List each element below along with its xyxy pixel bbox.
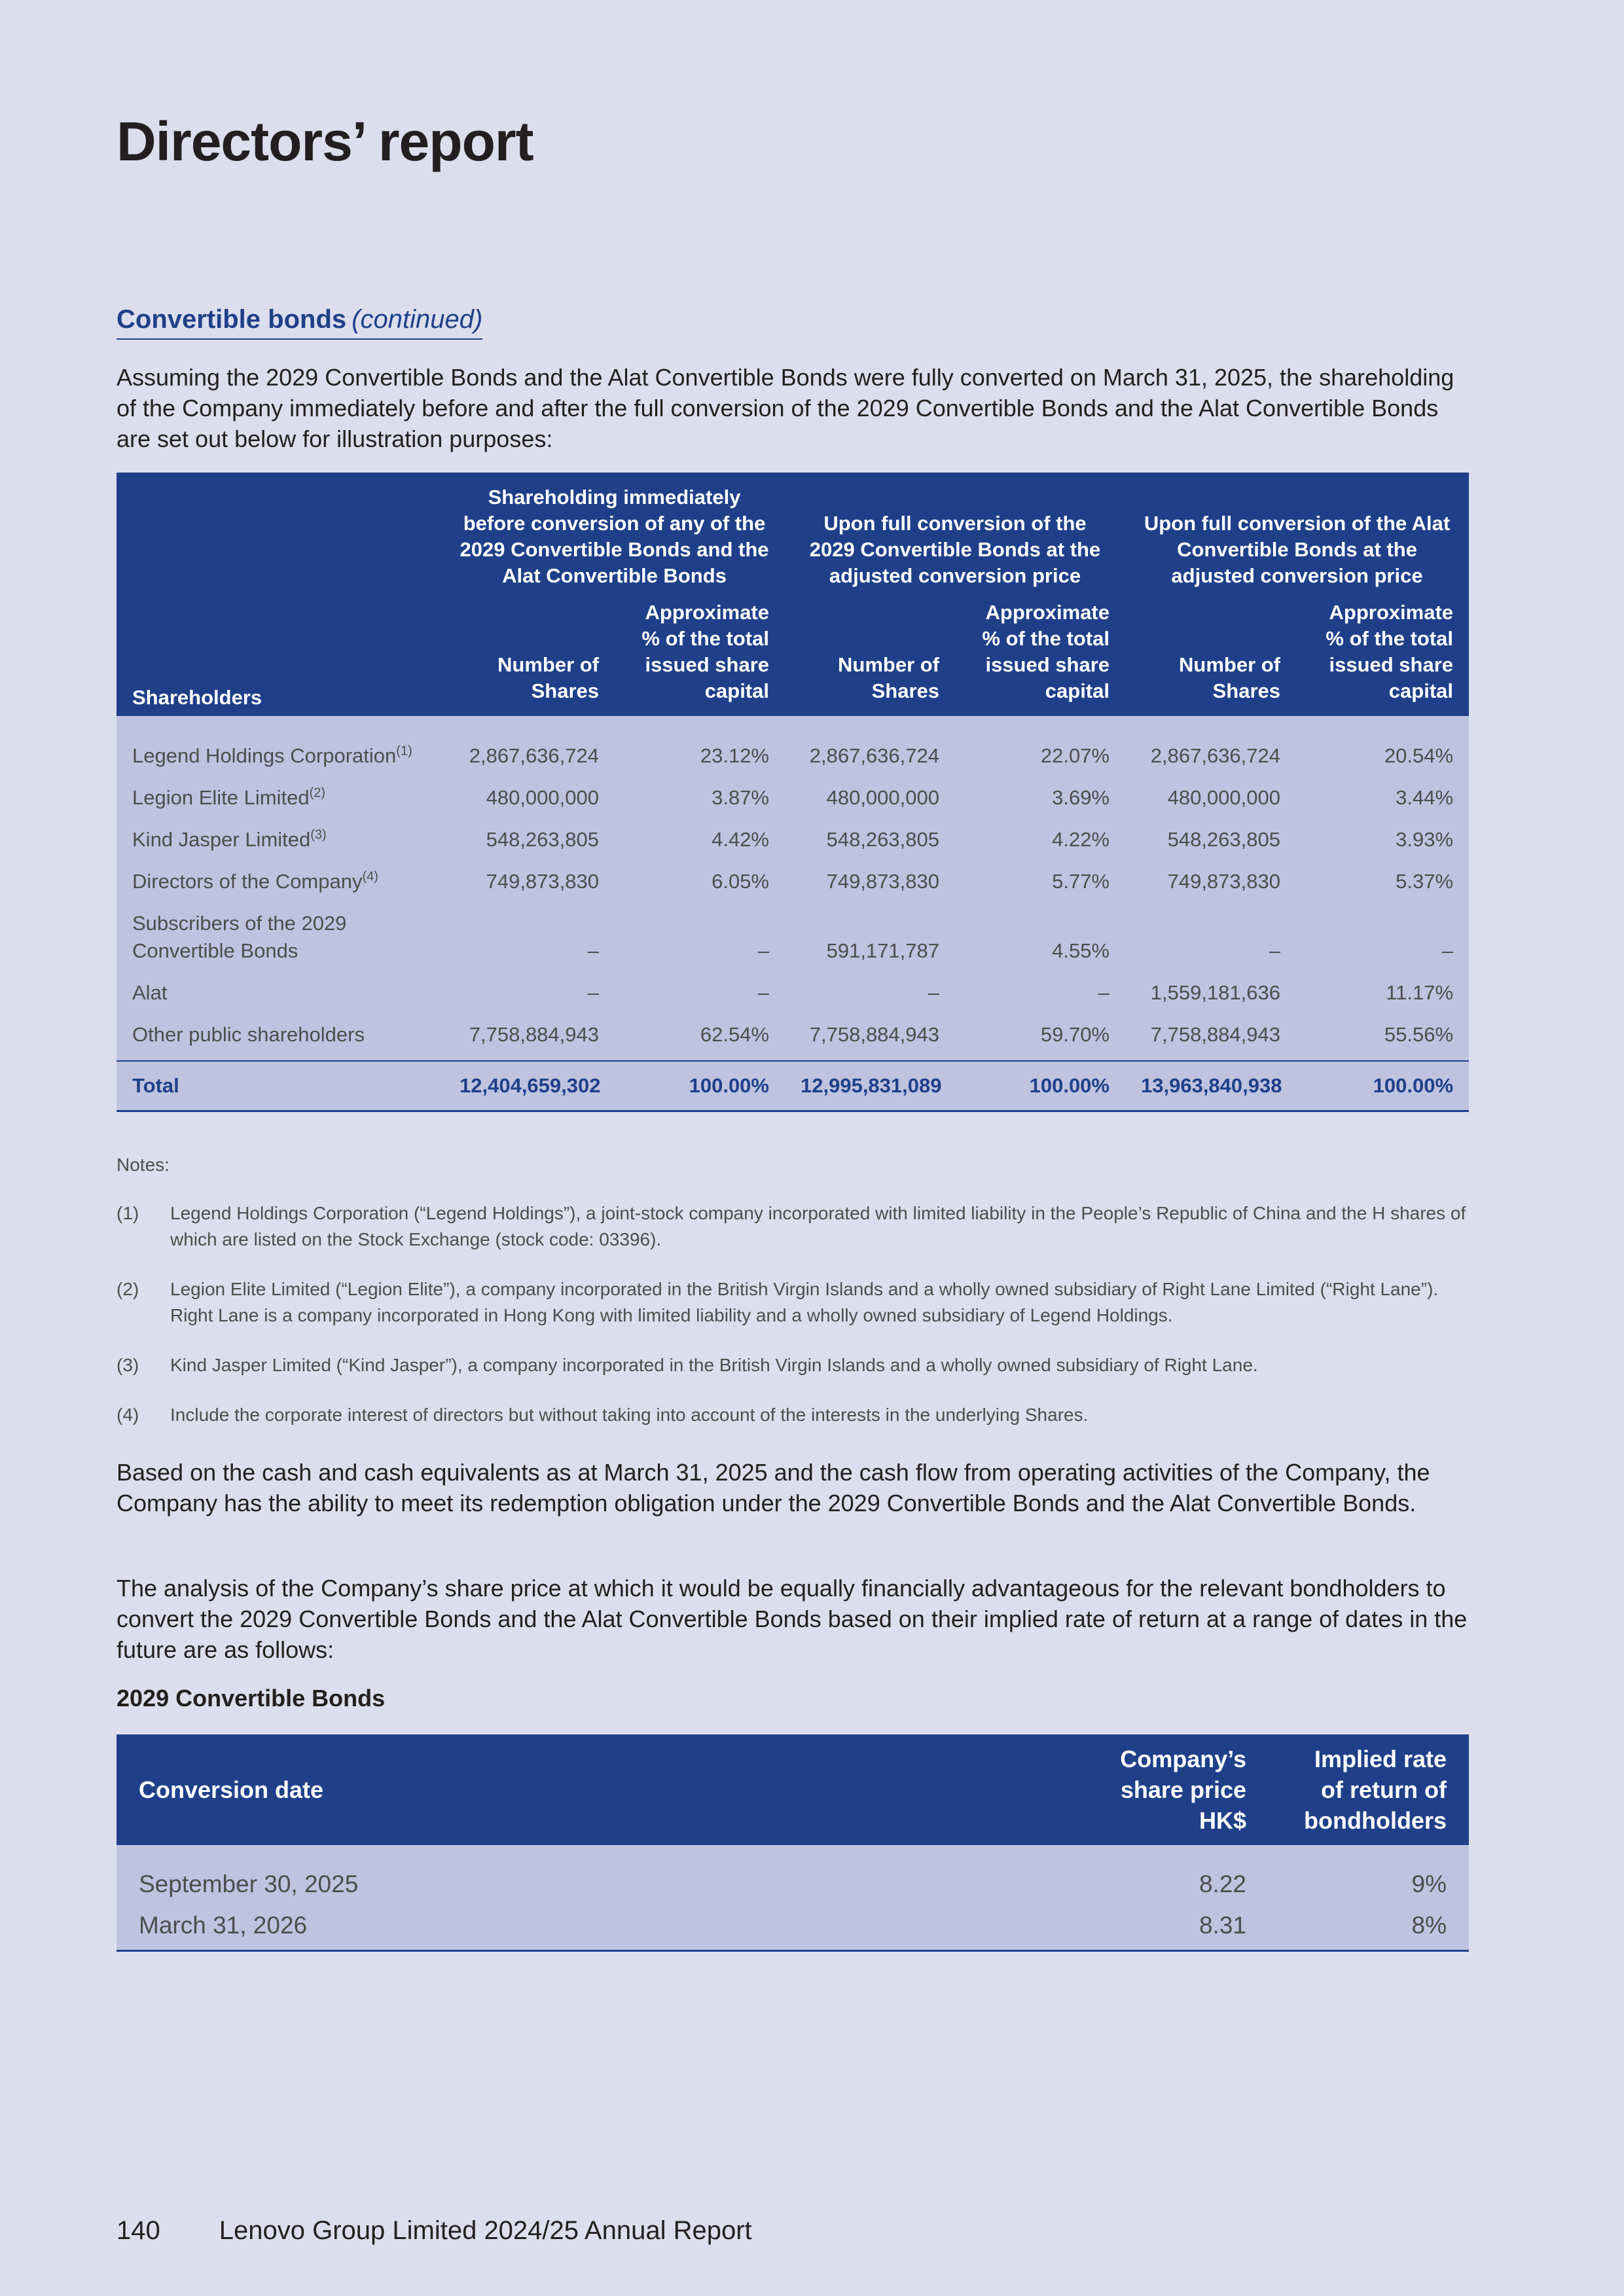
conversion-date-header: Conversion date [117,1734,1053,1845]
shareholder-name: Legion Elite Limited$^{(2)}$ [117,777,444,819]
table-cell: 12,404,659,302 [444,1061,615,1111]
table-cell: 749,873,830 [785,861,955,903]
table-row [117,903,1469,972]
notes-list [117,1200,1471,1452]
page-number: 140 [117,2216,160,2245]
table-cell: – [955,972,1125,1014]
note-item [117,1200,1471,1253]
percent-capital-header: Approximate % of the total issued share capital [955,594,1125,716]
share-price-header: Company’s share price HK$ [1053,1734,1269,1845]
shareholder-name: Directors of the Company$^{(4)}$ [117,861,444,903]
table-row [117,1845,1469,1905]
table-cell: 480,000,000 [1125,777,1296,819]
table-cell: 11.17% [1296,972,1469,1014]
note-number: (3) [117,1355,139,1375]
note-text: Kind Jasper Limited (“Kind Jasper”), a company incorporated in the British Virgin Islands and a wholly owned subsidiary of Right Lane. [170,1355,1258,1375]
conversion-table [117,1734,1469,1952]
note-item [117,1352,1471,1378]
table-cell: – [615,903,785,972]
group-header-alat-conversion: Upon full conversion of the Alat Convertible Bonds at the adjusted conversion price [1125,473,1469,594]
table-cell: 55.56% [1296,1014,1469,1061]
table-cell: 62.54% [615,1014,785,1061]
footer-text: Lenovo Group Limited 2024/25 Annual Report [219,2216,752,2245]
note-item [117,1402,1471,1428]
bonds-heading: 2029 Convertible Bonds [117,1685,386,1712]
table-cell: 20.54% [1296,716,1469,777]
table-cell: 3.69% [955,777,1125,819]
table-row [117,1014,1469,1061]
table-cell: 59.70% [955,1014,1125,1061]
note-item [117,1276,1471,1329]
table-row [117,972,1469,1014]
table-cell: 100.00% [615,1061,785,1111]
table-cell: 548,263,805 [1125,819,1296,861]
table-row [117,1905,1469,1951]
note-number: (4) [117,1405,139,1425]
table-cell: 3.87% [615,777,785,819]
note-reference: (3) [310,827,327,842]
table-cell: 5.37% [1296,861,1469,903]
percent-capital-header: Approximate % of the total issued share capital [1296,594,1469,716]
shareholder-name: Alat [117,972,444,1014]
shareholder-name: Legend Holdings Corporation$^{(1)}$ [117,716,444,777]
table-cell: 4.22% [955,819,1125,861]
section-heading-main: Convertible bonds [117,305,347,334]
note-text: Legion Elite Limited (“Legion Elite”), a company incorporated in the British Virgin Islands and a wholly owned subsidiary of Right Lane Limited (“Right Lane”). Right Lane is a company incorporated in Hong Kong with limited liability and a wholly owned subsidiary of Legend Holdings. [170,1279,1439,1325]
table-cell: 100.00% [1296,1061,1469,1111]
page-title: Directors’ report [117,111,533,172]
table-cell: 480,000,000 [785,777,955,819]
table-cell: 749,873,830 [1125,861,1296,903]
table-cell: – [615,972,785,1014]
implied-rate: 9% [1269,1845,1469,1905]
analysis-paragraph: The analysis of the Company’s share price at which it would be equally financially advantageous for the relevant bondholders to convert the 2029 Convertible Bonds and the Alat Convertible Bonds based on their implied rate of return at a range of dates in the future are as follows: [117,1575,1468,1663]
number-of-shares-header: Number of Shares [1125,594,1296,716]
note-text: Include the corporate interest of directors but without taking into account of the interests in the underlying Shares. [170,1405,1089,1425]
group-header-2029-conversion: Upon full conversion of the 2029 Convertible Bonds at the adjusted conversion price [785,473,1125,594]
table-row [117,716,1469,777]
shareholder-name: Subscribers of the 2029 Convertible Bonds [117,903,444,972]
total-row [117,1061,1469,1111]
shareholders-header: Shareholders [117,473,444,716]
note-reference: (2) [309,785,326,800]
table-cell: 3.93% [1296,819,1469,861]
table-cell: 2,867,636,724 [1125,716,1296,777]
conversion-date: September 30, 2025 [117,1845,1053,1905]
table-cell: 3.44% [1296,777,1469,819]
group-header-before-conversion: Shareholding immediately before conversion of any of the 2029 Convertible Bonds and the Alat Convertible Bonds [444,473,785,594]
table-cell: 2,867,636,724 [444,716,615,777]
table-cell: 7,758,884,943 [444,1014,615,1061]
table-cell: 6.05% [615,861,785,903]
table-cell: 12,995,831,089 [785,1061,955,1111]
table-cell: 4.42% [615,819,785,861]
redemption-paragraph: Based on the cash and cash equivalents as at March 31, 2025 and the cash flow from operating activities of the Company, the Company has the ability to meet its redemption obligation under the 2029 Convertible Bonds and the Alat Convertible Bonds. [117,1459,1430,1516]
share-price: 8.31 [1053,1905,1269,1951]
table-row [117,861,1469,903]
total-label: Total [117,1061,444,1111]
shareholding-table [117,473,1469,1112]
page-footer [117,2216,752,2246]
conversion-date: March 31, 2026 [117,1905,1053,1951]
table-cell: – [1296,903,1469,972]
notes-label: Notes: [117,1155,170,1175]
implied-rate: 8% [1269,1905,1469,1951]
note-number: (1) [117,1203,139,1223]
section-heading-suffix: (continued) [352,305,483,334]
table-cell: 7,758,884,943 [785,1014,955,1061]
table-cell: 749,873,830 [444,861,615,903]
table-cell: – [785,972,955,1014]
shareholder-name: Other public shareholders [117,1014,444,1061]
intro-paragraph: Assuming the 2029 Convertible Bonds and the Alat Convertible Bonds were fully converted on March 31, 2025, the shareholding of the Company immediately before and after the full conversion of the 2029 Convertible Bonds and the Alat Convertible Bonds are set out below for illustration purposes: [117,364,1454,452]
note-number: (2) [117,1279,139,1299]
note-text: Legend Holdings Corporation (“Legend Holdings”), a joint-stock company incorporated with limited liability in the People’s Republic of China and the H shares of which are listed on the Stock Exchange (stock code: 03396). [170,1203,1466,1249]
table-cell: 22.07% [955,716,1125,777]
table-cell: 13,963,840,938 [1125,1061,1296,1111]
shareholder-name: Kind Jasper Limited$^{(3)}$ [117,819,444,861]
implied-rate-header: Implied rate of return of bondholders [1269,1734,1469,1845]
section-heading [117,305,482,340]
table-cell: – [444,972,615,1014]
table-cell: 548,263,805 [785,819,955,861]
note-reference: (4) [362,869,378,884]
note-reference: (1) [396,744,412,759]
percent-capital-header: Approximate % of the total issued share capital [615,594,785,716]
number-of-shares-header: Number of Shares [785,594,955,716]
table-cell: 1,559,181,636 [1125,972,1296,1014]
table-cell: 548,263,805 [444,819,615,861]
share-price: 8.22 [1053,1845,1269,1905]
table-cell: 5.77% [955,861,1125,903]
table-cell: 480,000,000 [444,777,615,819]
table-cell: – [444,903,615,972]
number-of-shares-header: Number of Shares [444,594,615,716]
table-cell: 23.12% [615,716,785,777]
table-cell: 2,867,636,724 [785,716,955,777]
table-cell: 4.55% [955,903,1125,972]
table-cell: 591,171,787 [785,903,955,972]
table-cell: – [1125,903,1296,972]
table-cell: 7,758,884,943 [1125,1014,1296,1061]
table-cell: 100.00% [955,1061,1125,1111]
table-row [117,819,1469,861]
table-row [117,777,1469,819]
